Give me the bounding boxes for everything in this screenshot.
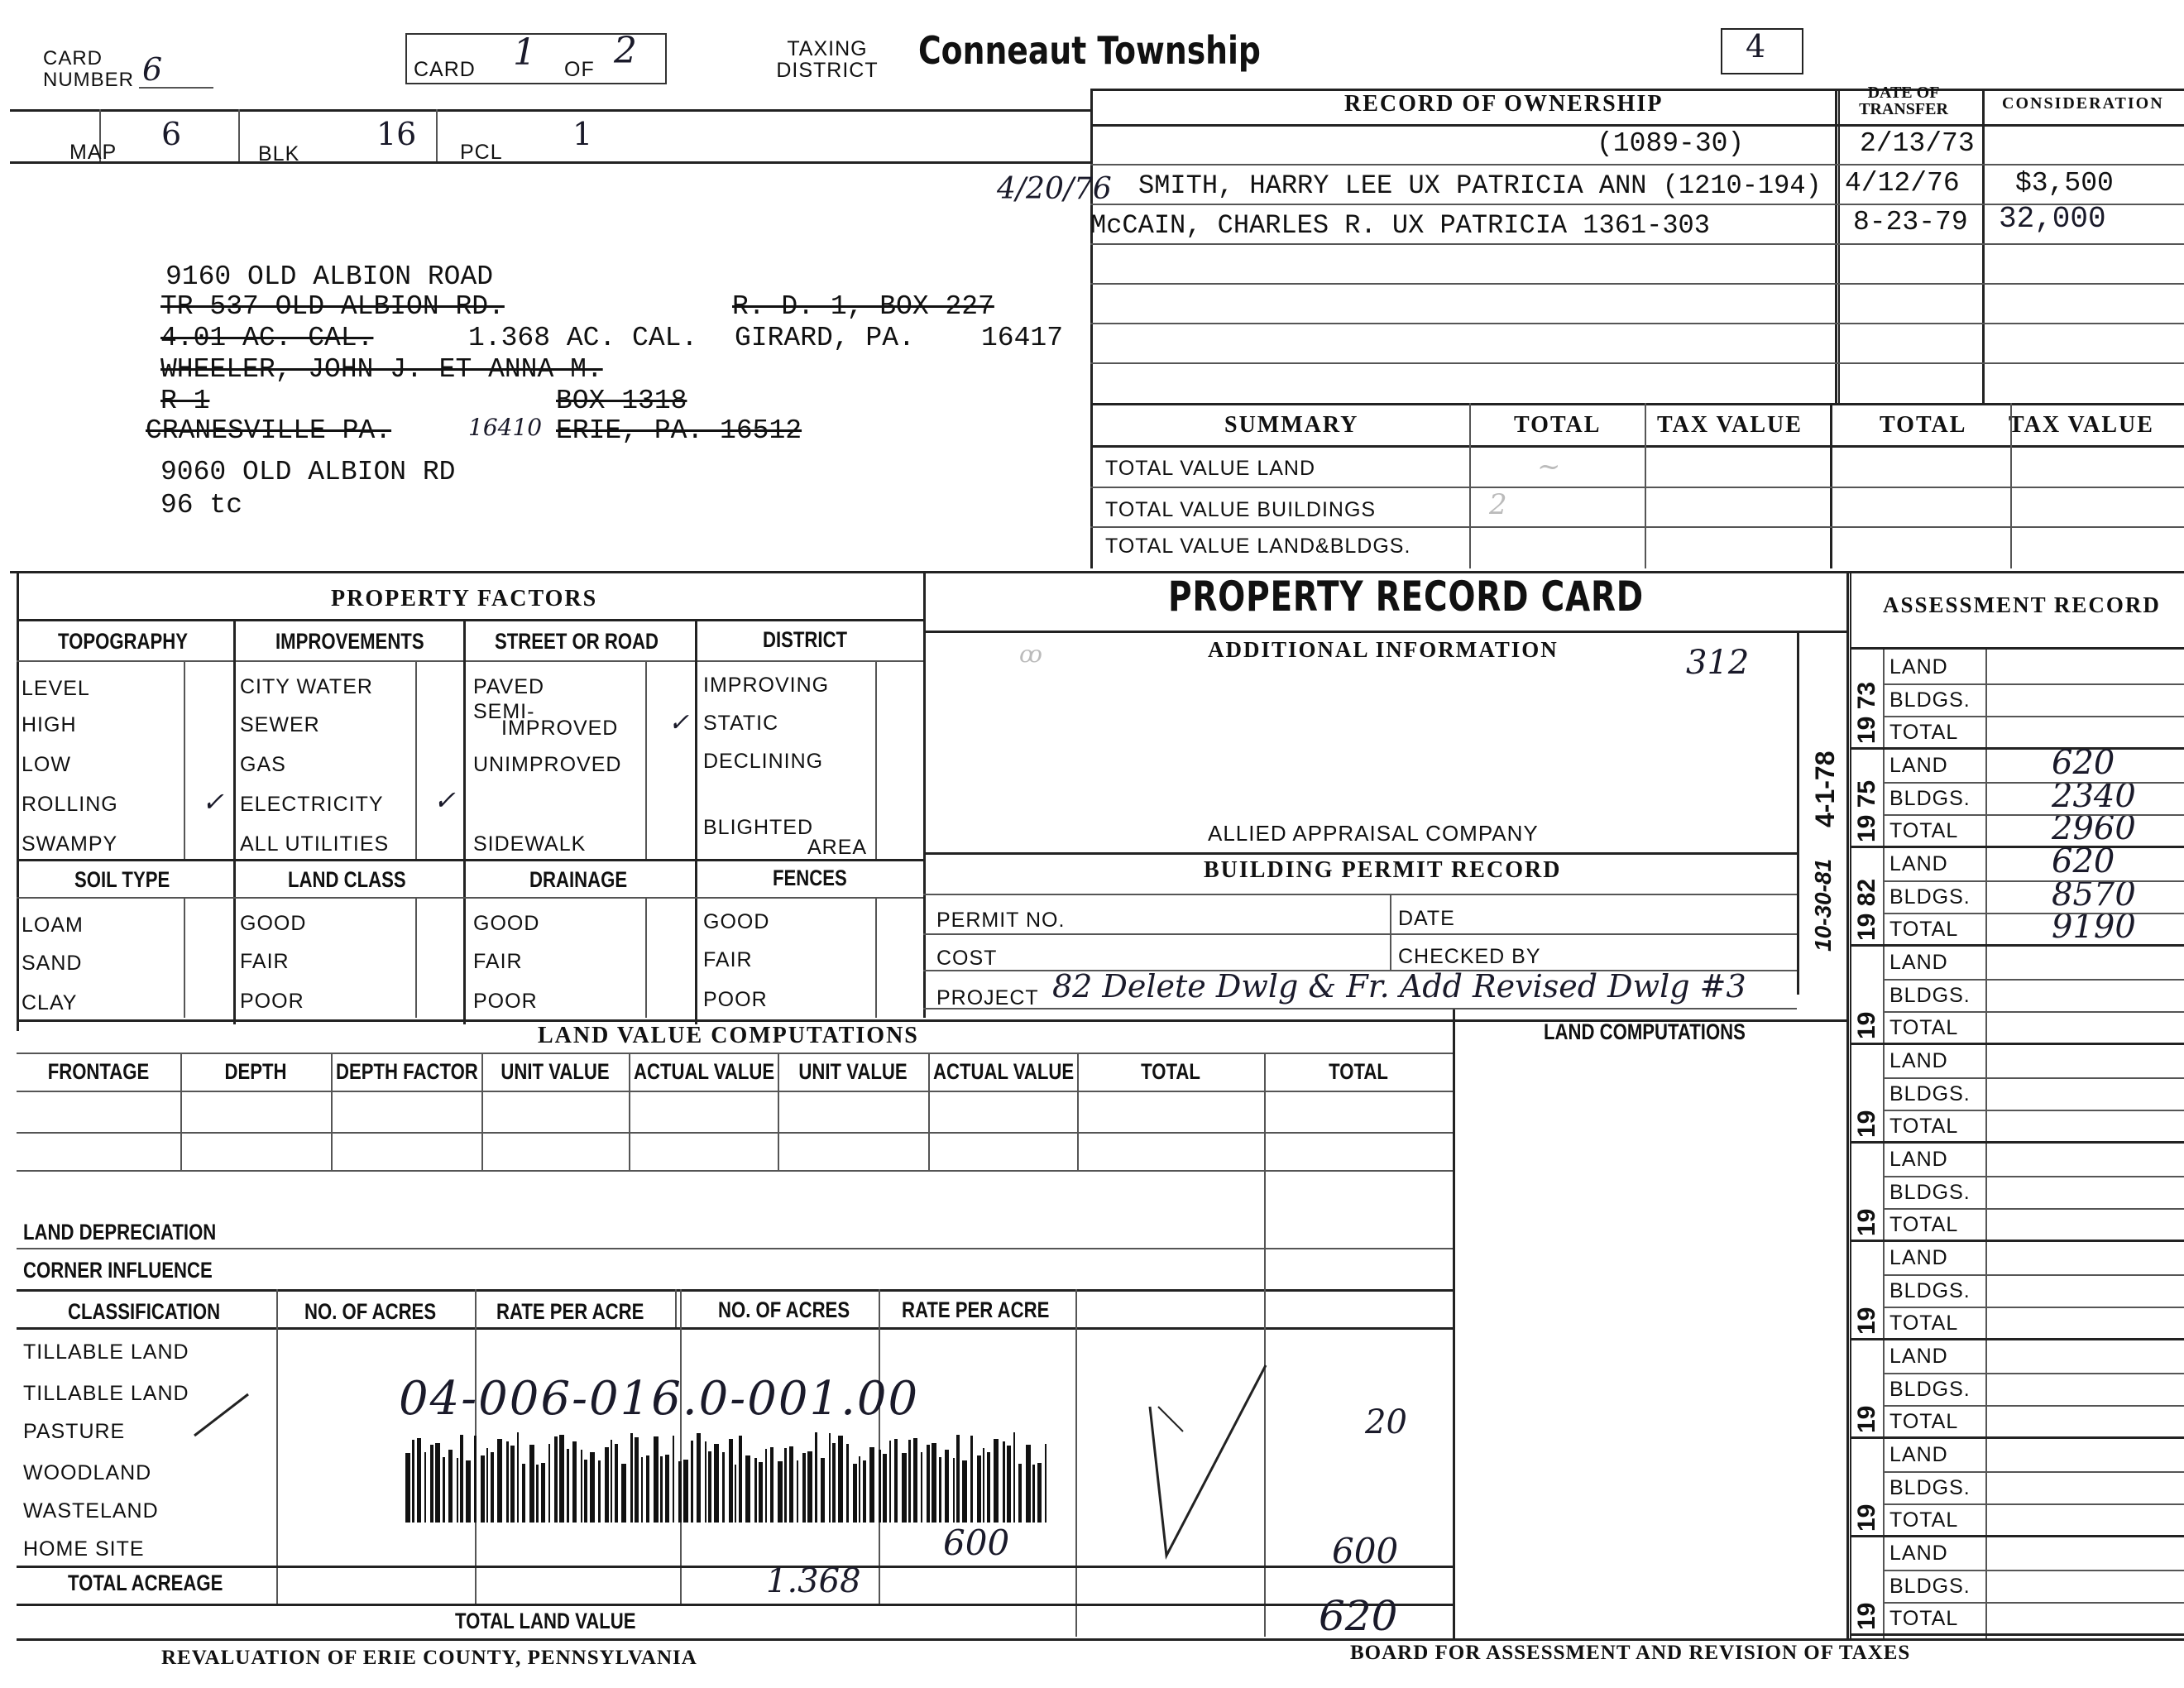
barcode-bar (1037, 1463, 1042, 1523)
address-date-note: 4/20/76 (997, 172, 1112, 206)
land-value-column-header: ACTUAL VALUE (634, 1059, 775, 1084)
assessment-land-label: LAND (1889, 1049, 1948, 1072)
barcode-bar (945, 1450, 949, 1523)
ownership-row-1-owner: (1089-30) (1597, 128, 1745, 159)
barcode-bar (921, 1452, 922, 1523)
total-acreage-label: TOTAL ACREAGE (68, 1571, 223, 1595)
blk-label: BLK (258, 142, 300, 165)
card-total-value: 2 (614, 30, 637, 72)
barcode-bar (683, 1460, 688, 1523)
permit-checked-by-label: CHECKED BY (1398, 945, 1541, 968)
assessment-total-label: TOTAL (1889, 1508, 1959, 1532)
barcode-bar (541, 1463, 545, 1523)
summary-row-buildings: TOTAL VALUE BUILDINGS (1105, 498, 1377, 521)
side-note-a: 4-1-78 (1810, 750, 1840, 827)
barcode (404, 1430, 1057, 1523)
assessment-bldgs-label: BLDGS. (1889, 688, 1971, 712)
drainage-good: GOOD (473, 912, 540, 935)
summary-tax-value-label-2: TAX VALUE (2009, 412, 2154, 438)
assessment-year: 19 82 (1853, 878, 1880, 941)
barcode-bar (797, 1460, 798, 1523)
barcode-bar (759, 1462, 763, 1523)
soil-loam: LOAM (22, 914, 84, 937)
side-note-b: 10-30-81 (1810, 858, 1836, 952)
barcode-bar (846, 1444, 849, 1523)
address-line8: 96 tc (160, 490, 243, 520)
barcode-bar (883, 1454, 887, 1523)
assessment-bldgs-label: BLDGS. (1889, 786, 1971, 810)
taxing-district-label: TAXING DISTRICT (776, 37, 879, 82)
rate-per-acre-header-2: RATE PER ACRE (902, 1297, 1050, 1322)
barcode-bar (1018, 1464, 1022, 1523)
district-declining: DECLINING (703, 750, 824, 773)
summary-faint-mark-1: ~ (1537, 450, 1561, 483)
improvement-gas: GAS (240, 753, 286, 776)
assessment-land-label: LAND (1889, 951, 1948, 974)
taxing-district-value: Conneaut Township (918, 28, 1261, 73)
assessment-bldgs-label: BLDGS. (1889, 1180, 1971, 1204)
barcode-bar (548, 1444, 550, 1523)
barcode-bar (908, 1440, 911, 1523)
consideration-label: CONSIDERATION (2002, 94, 2164, 113)
street-paved: PAVED (473, 675, 545, 698)
barcode-bar (853, 1464, 857, 1523)
address-acres: 1.368 AC. CAL. (468, 323, 698, 353)
district-static: STATIC (703, 712, 779, 735)
barcode-bar (590, 1452, 595, 1523)
assessment-year: 19 73 (1853, 681, 1880, 744)
class-tillable-1: TILLABLE LAND (23, 1340, 189, 1364)
address-line1: 9160 OLD ALBION ROAD (165, 261, 494, 292)
address-line7: 9060 OLD ALBION RD (160, 457, 456, 487)
barcode-bar (745, 1455, 750, 1523)
ownership-row-2-owner: SMITH, HARRY LEE UX PATRICIA ANN (1210-194) (1138, 170, 1822, 201)
permit-date-label: DATE (1398, 907, 1455, 930)
barcode-bar (412, 1440, 414, 1523)
land-class-poor: POOR (240, 990, 304, 1013)
barcode-bar (517, 1432, 519, 1523)
permit-record-title: BUILDING PERMIT RECORD (1204, 857, 1562, 883)
barcode-bar (536, 1465, 539, 1523)
corner-influence-label: CORNER INFLUENCE (23, 1258, 213, 1283)
additional-info-faint-mark: ꝏ (1019, 640, 1042, 668)
barcode-bar (522, 1464, 525, 1523)
barcode-bar (708, 1451, 711, 1523)
summary-row-land-bldgs: TOTAL VALUE LAND&BLDGS. (1105, 535, 1411, 558)
barcode-bar (474, 1436, 477, 1523)
barcode-bar (572, 1441, 577, 1523)
pasture-slash (190, 1390, 256, 1440)
barcode-bar (754, 1458, 757, 1523)
barcode-bar (869, 1447, 874, 1523)
additional-info-note-312: 312 (1686, 644, 1750, 682)
soil-type-header: SOIL TYPE (74, 867, 170, 892)
assessment-value: 9190 (2052, 908, 2136, 947)
barcode-bar (859, 1456, 860, 1523)
barcode-bar (770, 1447, 774, 1523)
land-depreciation-label: LAND DEPRECIATION (23, 1220, 217, 1244)
summary-total-label-2: TOTAL (1880, 412, 1967, 438)
assessment-year: 19 75 (1853, 779, 1880, 842)
street-header: STREET OR ROAD (495, 629, 659, 654)
drainage-fair: FAIR (473, 950, 523, 973)
assessment-value: 2960 (2052, 809, 2136, 848)
additional-info-title: ADDITIONAL INFORMATION (1208, 637, 1559, 662)
map-label: MAP (69, 141, 117, 164)
permit-no-label: PERMIT NO. (936, 909, 1066, 932)
barcode-bar (729, 1439, 733, 1523)
barcode-bar (994, 1439, 999, 1523)
property-record-card-title: PROPERTY RECORD CARD (1168, 573, 1644, 621)
barcode-bar (615, 1444, 618, 1523)
land-value-column-header: UNIT VALUE (798, 1059, 908, 1084)
barcode-bar (863, 1460, 866, 1523)
barcode-bar (678, 1461, 682, 1523)
barcode-bar (1026, 1445, 1031, 1523)
barcode-bar (815, 1432, 817, 1523)
land-value-column-header: UNIT VALUE (500, 1059, 610, 1084)
barcode-bar (405, 1453, 410, 1523)
address-line6-struck: CRANESVILLE PA. (146, 415, 392, 446)
land-class-header: LAND CLASS (288, 867, 406, 892)
soil-sand: SAND (22, 952, 83, 975)
barcode-bar (802, 1453, 806, 1523)
land-value-column-header: DEPTH FACTOR (336, 1059, 478, 1084)
card-number-value: 6 (142, 51, 163, 88)
barcode-bar (939, 1457, 941, 1523)
barcode-bar (635, 1437, 639, 1523)
land-value-column-header: TOTAL (1141, 1059, 1200, 1084)
street-improved: IMPROVED (501, 717, 619, 740)
barcode-bar (1007, 1446, 1011, 1523)
assessment-land-label: LAND (1889, 1148, 1948, 1171)
assessment-land-label: LAND (1889, 1246, 1948, 1269)
electricity-check-mark: ✓ (433, 784, 456, 816)
assessment-value: 2340 (2052, 776, 2136, 815)
assessment-value: 620 (2052, 842, 2115, 880)
summary-faint-mark-2: 2 (1489, 488, 1507, 521)
barcode-bar (665, 1455, 669, 1523)
district-blighted: BLIGHTED (703, 816, 814, 839)
footer-left: REVALUATION OF ERIE COUNTY, PENNSYLVANIA (161, 1647, 697, 1669)
assessment-year: 19 (1853, 1307, 1880, 1335)
barcode-bar (977, 1455, 981, 1523)
permit-project-value: 82 Delete Dwlg & Fr. Add Revised Dwlg #3 (1052, 968, 1746, 1005)
assessment-land-label: LAND (1889, 1345, 1948, 1368)
barcode-bar (457, 1458, 458, 1523)
assessment-total-label: TOTAL (1889, 1410, 1959, 1434)
barcode-bar (430, 1445, 433, 1523)
barcode-bar (621, 1464, 626, 1523)
barcode-bar (962, 1460, 967, 1523)
assessment-record-title: ASSESSMENT RECORD (1883, 592, 2161, 617)
assessment-total-label: TOTAL (1889, 1607, 1959, 1631)
barcode-bar (932, 1443, 936, 1523)
class-pasture: PASTURE (23, 1420, 126, 1443)
total-land-value-label: TOTAL LAND VALUE (455, 1609, 636, 1633)
barcode-bar (654, 1436, 659, 1523)
topography-high: HIGH (22, 713, 77, 736)
barcode-bar (714, 1444, 719, 1523)
improvement-sewer: SEWER (240, 713, 320, 736)
barcode-bar (497, 1439, 502, 1523)
barcode-bar (510, 1446, 515, 1523)
assessment-bldgs-label: BLDGS. (1889, 983, 1971, 1007)
barcode-bar (506, 1441, 509, 1523)
district-improving: IMPROVING (703, 674, 830, 697)
street-semi: SEMI- (473, 700, 535, 723)
classification-header: CLASSIFICATION (68, 1299, 221, 1324)
drainage-header: DRAINAGE (529, 867, 628, 892)
map-value: 6 (161, 116, 182, 152)
assessment-total-label: TOTAL (1889, 918, 1959, 942)
land-value-column-header: FRONTAGE (47, 1059, 150, 1084)
improvement-electricity: ELECTRICITY (240, 793, 384, 816)
barcode-bar (1003, 1441, 1005, 1523)
assessment-value: 620 (2052, 744, 2115, 782)
assessment-year: 19 (1853, 1503, 1880, 1532)
date-of-transfer-label: DATE OF TRANSFER (1859, 84, 1948, 118)
assessment-value: 8570 (2052, 875, 2136, 914)
assessment-bldgs-label: BLDGS. (1889, 1377, 1971, 1401)
drainage-poor: POOR (473, 990, 538, 1013)
improved-check-mark: ✓ (668, 708, 690, 737)
assessment-bldgs-label: BLDGS. (1889, 1278, 1971, 1302)
barcode-bar (889, 1441, 891, 1523)
ownership-row-3-owner: McCAIN, CHARLES R. UX PATRICIA 1361-303 (1090, 210, 1710, 241)
class-wasteland: WASTELAND (23, 1499, 159, 1523)
soil-clay: CLAY (22, 991, 78, 1014)
barcode-bar (739, 1436, 742, 1523)
assessment-land-label: LAND (1889, 655, 1948, 679)
fences-fair: FAIR (703, 948, 753, 971)
barcode-bar (567, 1449, 569, 1523)
barcode-bar (970, 1436, 973, 1523)
address-line2-right-struck: R. D. 1, BOX 227 (732, 291, 994, 322)
assessment-year: 19 (1853, 1602, 1880, 1630)
improvements-header: IMPROVEMENTS (275, 629, 424, 654)
assessment-bldgs-label: BLDGS. (1889, 1475, 1971, 1499)
rate-per-acre-header: RATE PER ACRE (496, 1299, 644, 1324)
improvement-city-water: CITY WATER (240, 675, 373, 698)
barcode-bar (722, 1452, 725, 1523)
summary-row-land: TOTAL VALUE LAND (1105, 457, 1316, 480)
land-class-good: GOOD (240, 912, 307, 935)
barcode-bar (913, 1438, 917, 1523)
address-line6-right-struck: ERIE, PA. 16512 (556, 415, 802, 446)
permit-project-label: PROJECT (936, 986, 1039, 1009)
total-acreage-value: 1.368 (766, 1562, 861, 1600)
barcode-bar (838, 1436, 843, 1523)
barcode-bar (765, 1449, 767, 1523)
footer-right: BOARD FOR ASSESSMENT AND REVISION OF TAXES (1350, 1642, 1911, 1664)
topography-swampy: SWAMPY (22, 832, 118, 856)
street-sidewalk: SIDEWALK (473, 832, 587, 856)
assessment-bldgs-label: BLDGS. (1889, 885, 1971, 909)
barcode-bar (956, 1435, 960, 1523)
land-class-fair: FAIR (240, 950, 290, 973)
class-woodland: WOODLAND (23, 1461, 152, 1484)
barcode-bar (466, 1460, 471, 1523)
barcode-bar (705, 1441, 706, 1523)
barcode-bar (902, 1453, 907, 1523)
barcode-bar (983, 1448, 984, 1523)
fences-poor: POOR (703, 988, 768, 1011)
assessment-total-label: TOTAL (1889, 1016, 1959, 1040)
address-zip: 16417 (981, 323, 1064, 353)
pcl-label: PCL (460, 141, 503, 164)
check-mark-stroke (1133, 1357, 1282, 1564)
assessment-year: 19 (1853, 1110, 1880, 1138)
barcode-bar (697, 1433, 701, 1523)
allied-appraisal-company: ALLIED APPRAISAL COMPANY (1208, 821, 1539, 846)
address-line6-zip-note: 16410 (468, 414, 543, 441)
barcode-bar (660, 1456, 663, 1523)
barcode-bar (894, 1439, 898, 1523)
barcode-bar (529, 1445, 534, 1523)
assessment-total-label: TOTAL (1889, 1312, 1959, 1336)
blk-value: 16 (376, 116, 417, 152)
of-label: OF (564, 58, 595, 81)
ownership-row-3-date: 8-23-79 (1853, 207, 1968, 237)
barcode-bar (821, 1458, 825, 1523)
assessment-total-label: TOTAL (1889, 721, 1959, 745)
barcode-bar (646, 1455, 649, 1523)
ownership-row-1-date: 2/13/73 (1860, 128, 1975, 159)
home-site-rate: 600 (943, 1523, 1010, 1563)
address-line5-struck: R 1 (160, 386, 210, 416)
ownership-row-2-consideration: $3,500 (2015, 168, 2114, 199)
card-number-label: CARD NUMBER (43, 47, 135, 91)
permit-cost-label: COST (936, 947, 998, 970)
address-city: GIRARD, PA. (735, 323, 915, 353)
land-value-title: LAND VALUE COMPUTATIONS (538, 1023, 919, 1048)
class-home-site: HOME SITE (23, 1537, 145, 1561)
barcode-bar (611, 1440, 612, 1523)
assessment-year: 19 (1853, 1011, 1880, 1039)
land-value-column-header: ACTUAL VALUE (933, 1059, 1075, 1084)
address-line5-right-struck: BOX 1318 (556, 386, 687, 416)
barcode-bar (630, 1433, 633, 1523)
barcode-bar (784, 1448, 787, 1523)
summary-total-label: TOTAL (1514, 412, 1602, 438)
rolling-check-mark: ✓ (202, 786, 224, 818)
assessment-total-label: TOTAL (1889, 819, 1959, 843)
barcode-bar (448, 1450, 453, 1523)
home-site-total: 600 (1332, 1531, 1399, 1571)
assessment-year: 19 (1853, 1405, 1880, 1433)
assessment-bldgs-label: BLDGS. (1889, 1081, 1971, 1105)
district-header: DISTRICT (763, 627, 848, 652)
barcode-bar (879, 1450, 881, 1523)
barcode-bar (486, 1448, 488, 1523)
barcode-bar (832, 1443, 836, 1523)
barcode-bar (443, 1457, 445, 1523)
barcode-bar (554, 1436, 558, 1523)
land-computations-label: LAND COMPUTATIONS (1544, 1019, 1746, 1044)
barcode-bar (807, 1451, 812, 1523)
barcode-bar (953, 1458, 955, 1523)
no-of-acres-header-2: NO. OF ACRES (718, 1297, 850, 1322)
barcode-bar (559, 1435, 564, 1523)
barcode-bar (424, 1452, 426, 1523)
barcode-bar (417, 1438, 421, 1523)
street-unimproved: UNIMPROVED (473, 753, 622, 776)
topography-level: LEVEL (22, 677, 90, 700)
class-tillable-2: TILLABLE LAND (23, 1382, 189, 1405)
land-value-column-header: DEPTH (224, 1059, 287, 1084)
assessment-land-label: LAND (1889, 1443, 1948, 1466)
barcode-bar (1045, 1444, 1046, 1523)
topography-low: LOW (22, 753, 71, 776)
ownership-title: RECORD OF OWNERSHIP (1344, 91, 1664, 117)
barcode-bar (491, 1452, 494, 1523)
address-line3-struck: 4.01 AC. CAL. (160, 323, 374, 353)
assessment-year: 19 (1853, 1208, 1880, 1236)
barcode-bar (691, 1441, 693, 1523)
address-line4-struck: WHEELER, JOHN J. ET ANNA M. (160, 354, 603, 385)
barcode-bar (829, 1433, 831, 1523)
barcode-bar (778, 1461, 783, 1523)
assessment-total-label: TOTAL (1889, 1115, 1959, 1139)
barcode-bar (735, 1465, 736, 1523)
property-factors-title: PROPERTY FACTORS (331, 586, 598, 611)
assessment-land-label: LAND (1889, 852, 1948, 875)
improvement-all-utilities: ALL UTILITIES (240, 832, 390, 856)
no-of-acres-header: NO. OF ACRES (304, 1299, 437, 1324)
barcode-bar (927, 1445, 930, 1523)
barcode-bar (1013, 1432, 1015, 1523)
topography-rolling: ROLLING (22, 793, 118, 816)
barcode-bar (481, 1455, 485, 1523)
assessment-bldgs-label: BLDGS. (1889, 1574, 1971, 1598)
barcode-bar (1032, 1465, 1035, 1523)
ownership-row-3-consideration: 32,000 (1999, 202, 2106, 236)
card-of-value: 1 (513, 31, 536, 74)
pasture-total: 20 (1365, 1403, 1407, 1441)
address-line2-struck: TR 537 OLD ALBION RD. (160, 291, 505, 322)
barcode-bar (987, 1452, 990, 1523)
pcl-value: 1 (572, 116, 593, 152)
district-area: AREA (807, 836, 868, 859)
barcode-bar (598, 1460, 601, 1523)
fences-header: FENCES (773, 866, 847, 890)
fences-good: GOOD (703, 910, 770, 933)
barcode-bar (581, 1450, 582, 1523)
ownership-row-2-date: 4/12/76 (1845, 168, 1960, 199)
district-number: 4 (1746, 28, 1766, 65)
barcode-bar (435, 1443, 440, 1523)
summary-tax-value-label: TAX VALUE (1657, 412, 1803, 438)
assessment-land-label: LAND (1889, 754, 1948, 777)
barcode-bar (605, 1447, 609, 1523)
barcode-bar (641, 1457, 643, 1523)
barcode-bar (789, 1446, 793, 1523)
land-value-column-header: TOTAL (1329, 1059, 1388, 1084)
total-land-value: 620 (1319, 1592, 1398, 1640)
assessment-land-label: LAND (1889, 1542, 1948, 1565)
summary-title: SUMMARY (1224, 412, 1359, 438)
topography-header: TOPOGRAPHY (58, 629, 189, 654)
assessment-total-label: TOTAL (1889, 1213, 1959, 1237)
barcode-bar (673, 1436, 674, 1523)
card-label: CARD (414, 58, 476, 81)
barcode-bar (584, 1460, 587, 1523)
barcode-bar (460, 1435, 463, 1523)
parcel-id: 04-006-016.0-001.00 (399, 1372, 920, 1426)
